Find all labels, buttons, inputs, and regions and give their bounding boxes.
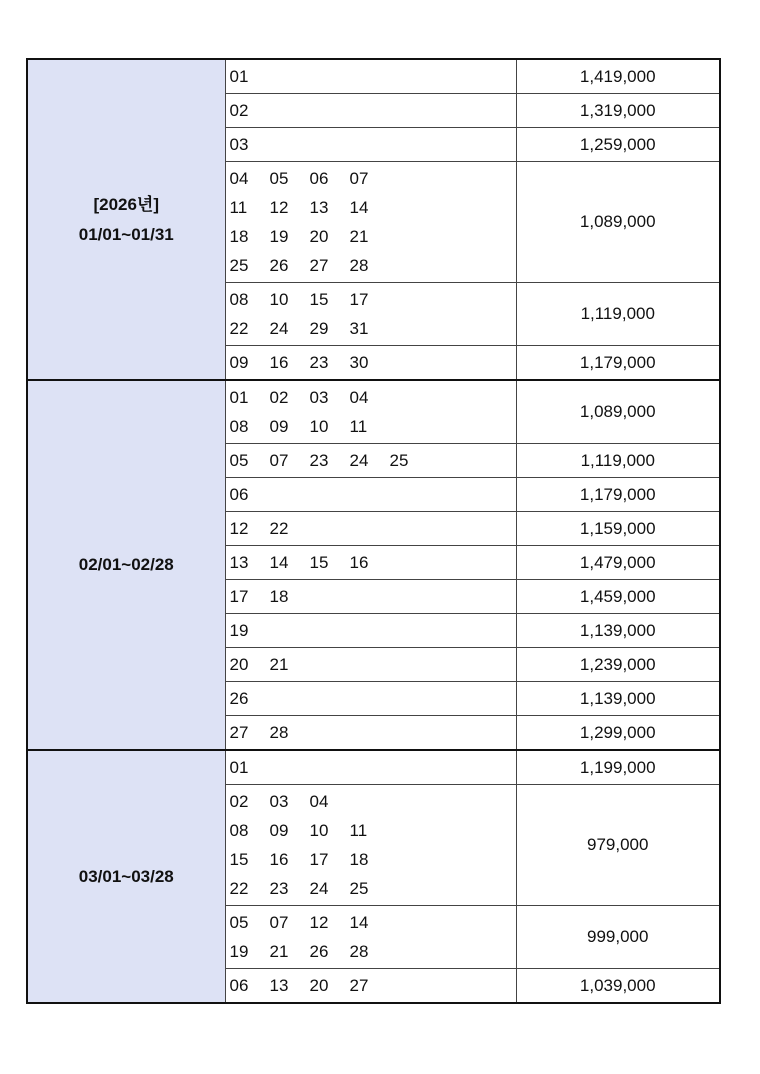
date-value: 25 bbox=[229, 256, 249, 275]
date-value: 05 bbox=[229, 451, 249, 470]
date-value: 08 bbox=[229, 821, 249, 840]
date-value: 27 bbox=[349, 976, 369, 995]
date-value: 01 bbox=[229, 67, 249, 86]
date-value: 15 bbox=[309, 290, 329, 309]
date-line bbox=[230, 787, 516, 816]
date-value: 13 bbox=[269, 976, 289, 995]
date-value: 16 bbox=[269, 353, 289, 372]
period-group bbox=[27, 750, 720, 1003]
price-cell: 1,179,000 bbox=[516, 478, 720, 512]
date-value: 08 bbox=[229, 417, 249, 436]
date-value: 29 bbox=[309, 319, 329, 338]
price-cell: 1,089,000 bbox=[516, 162, 720, 283]
date-value: 09 bbox=[229, 353, 249, 372]
date-value: 05 bbox=[269, 169, 289, 188]
date-value: 24 bbox=[269, 319, 289, 338]
date-value: 13 bbox=[229, 553, 249, 572]
date-value: 11 bbox=[349, 417, 368, 436]
date-value: 31 bbox=[349, 319, 369, 338]
date-value: 17 bbox=[229, 587, 249, 606]
date-value: 08 bbox=[229, 290, 249, 309]
date-value: 27 bbox=[309, 256, 329, 275]
date-value: 10 bbox=[269, 290, 289, 309]
table-row bbox=[27, 59, 720, 94]
period-cell bbox=[27, 750, 225, 1003]
period-cell bbox=[27, 59, 225, 380]
date-value: 16 bbox=[349, 553, 369, 572]
date-value: 18 bbox=[229, 227, 249, 246]
price-cell: 1,139,000 bbox=[516, 614, 720, 648]
date-value: 21 bbox=[269, 655, 289, 674]
date-line bbox=[230, 62, 516, 91]
date-line bbox=[230, 971, 516, 1000]
price-cell: 1,199,000 bbox=[516, 750, 720, 785]
date-line bbox=[230, 446, 516, 475]
date-value: 13 bbox=[309, 198, 329, 217]
date-value: 26 bbox=[269, 256, 289, 275]
date-line bbox=[230, 193, 516, 222]
date-value: 27 bbox=[229, 723, 249, 742]
date-value: 09 bbox=[269, 417, 289, 436]
dates-cell bbox=[225, 283, 516, 346]
dates-cell bbox=[225, 969, 516, 1004]
dates-cell bbox=[225, 614, 516, 648]
date-line bbox=[230, 314, 516, 343]
date-value: 04 bbox=[229, 169, 249, 188]
price-cell: 1,139,000 bbox=[516, 682, 720, 716]
date-value: 02 bbox=[229, 101, 249, 120]
price-cell: 1,259,000 bbox=[516, 128, 720, 162]
dates-cell bbox=[225, 444, 516, 478]
price-cell: 1,039,000 bbox=[516, 969, 720, 1004]
period-label: 01/01~01/31 bbox=[78, 224, 174, 244]
price-cell: 1,419,000 bbox=[516, 59, 720, 94]
date-value: 11 bbox=[229, 198, 248, 217]
date-line bbox=[230, 548, 516, 577]
date-value: 07 bbox=[349, 169, 369, 188]
date-value: 04 bbox=[309, 792, 329, 811]
date-value: 18 bbox=[349, 850, 369, 869]
period-label: [2026년] bbox=[93, 194, 160, 214]
date-value: 02 bbox=[269, 388, 289, 407]
dates-cell bbox=[225, 580, 516, 614]
date-value: 01 bbox=[229, 758, 249, 777]
period-label: 02/01~02/28 bbox=[78, 555, 174, 574]
dates-cell bbox=[225, 750, 516, 785]
date-line bbox=[230, 96, 516, 125]
date-value: 03 bbox=[229, 135, 249, 154]
date-value: 10 bbox=[309, 417, 329, 436]
date-line bbox=[230, 582, 516, 611]
date-line bbox=[230, 684, 516, 713]
dates-cell bbox=[225, 682, 516, 716]
dates-cell bbox=[225, 716, 516, 751]
date-value: 21 bbox=[269, 942, 289, 961]
date-line bbox=[230, 164, 516, 193]
date-value: 25 bbox=[349, 879, 369, 898]
date-line bbox=[230, 718, 516, 747]
period-group bbox=[27, 380, 720, 750]
period-label: 03/01~03/28 bbox=[78, 866, 174, 886]
date-value: 15 bbox=[309, 553, 329, 572]
date-value: 23 bbox=[309, 353, 329, 372]
date-value: 10 bbox=[309, 821, 329, 840]
price-cell: 1,299,000 bbox=[516, 716, 720, 751]
price-cell: 1,089,000 bbox=[516, 380, 720, 444]
dates-cell bbox=[225, 785, 516, 906]
date-line bbox=[230, 616, 516, 645]
date-value: 02 bbox=[229, 792, 249, 811]
dates-cell bbox=[225, 162, 516, 283]
date-value: 17 bbox=[309, 850, 329, 869]
dates-cell bbox=[225, 128, 516, 162]
date-value: 14 bbox=[349, 198, 369, 217]
table-row bbox=[27, 380, 720, 444]
date-value: 22 bbox=[229, 879, 249, 898]
date-value: 09 bbox=[269, 821, 289, 840]
date-line bbox=[230, 874, 516, 903]
date-value: 15 bbox=[229, 850, 249, 869]
price-cell: 1,459,000 bbox=[516, 580, 720, 614]
date-value: 20 bbox=[309, 976, 329, 995]
date-value: 18 bbox=[269, 587, 289, 606]
date-value: 19 bbox=[269, 227, 289, 246]
date-line bbox=[230, 753, 516, 782]
period-cell bbox=[27, 380, 225, 750]
date-value: 23 bbox=[309, 451, 329, 470]
date-value: 12 bbox=[269, 198, 289, 217]
date-line bbox=[230, 908, 516, 937]
date-line bbox=[230, 285, 516, 314]
table-row bbox=[27, 750, 720, 785]
date-value: 12 bbox=[229, 519, 249, 538]
dates-cell bbox=[225, 478, 516, 512]
date-line bbox=[230, 348, 516, 377]
date-line bbox=[230, 845, 516, 874]
dates-cell bbox=[225, 906, 516, 969]
date-value: 17 bbox=[349, 290, 369, 309]
date-value: 16 bbox=[269, 850, 289, 869]
dates-cell bbox=[225, 512, 516, 546]
date-line bbox=[230, 222, 516, 251]
date-value: 20 bbox=[229, 655, 249, 674]
date-value: 03 bbox=[269, 792, 289, 811]
date-value: 19 bbox=[229, 621, 249, 640]
date-value: 24 bbox=[349, 451, 369, 470]
dates-cell bbox=[225, 648, 516, 682]
date-line bbox=[230, 514, 516, 543]
date-value: 19 bbox=[229, 942, 249, 961]
price-cell: 1,119,000 bbox=[516, 283, 720, 346]
date-value: 03 bbox=[309, 388, 329, 407]
dates-cell bbox=[225, 346, 516, 381]
date-value: 01 bbox=[229, 388, 249, 407]
date-value: 14 bbox=[269, 553, 289, 572]
date-value: 24 bbox=[309, 879, 329, 898]
date-value: 22 bbox=[269, 519, 289, 538]
date-value: 05 bbox=[229, 913, 249, 932]
price-cell: 1,319,000 bbox=[516, 94, 720, 128]
date-line bbox=[230, 383, 516, 412]
price-cell: 1,239,000 bbox=[516, 648, 720, 682]
date-value: 22 bbox=[229, 319, 249, 338]
date-value: 07 bbox=[269, 451, 289, 470]
date-value: 06 bbox=[309, 169, 329, 188]
price-cell: 1,479,000 bbox=[516, 546, 720, 580]
date-value: 06 bbox=[229, 976, 249, 995]
date-line bbox=[230, 130, 516, 159]
date-line bbox=[230, 480, 516, 509]
dates-cell bbox=[225, 94, 516, 128]
dates-cell bbox=[225, 380, 516, 444]
date-value: 28 bbox=[269, 723, 289, 742]
dates-cell bbox=[225, 546, 516, 580]
date-value: 12 bbox=[309, 913, 329, 932]
date-value: 14 bbox=[349, 913, 369, 932]
date-value: 28 bbox=[349, 942, 369, 961]
date-line bbox=[230, 650, 516, 679]
date-value: 04 bbox=[349, 388, 369, 407]
date-value: 30 bbox=[349, 353, 369, 372]
date-value: 11 bbox=[349, 821, 368, 840]
date-value: 28 bbox=[349, 256, 369, 275]
date-value: 20 bbox=[309, 227, 329, 246]
date-line bbox=[230, 816, 516, 845]
date-value: 21 bbox=[349, 227, 369, 246]
date-line bbox=[230, 937, 516, 966]
date-value: 23 bbox=[269, 879, 289, 898]
dates-cell bbox=[225, 59, 516, 94]
date-value: 26 bbox=[229, 689, 249, 708]
price-cell: 1,119,000 bbox=[516, 444, 720, 478]
price-cell: 999,000 bbox=[516, 906, 720, 969]
date-value: 07 bbox=[269, 913, 289, 932]
date-line bbox=[230, 251, 516, 280]
price-table bbox=[26, 58, 721, 1004]
price-cell: 1,159,000 bbox=[516, 512, 720, 546]
date-value: 25 bbox=[389, 451, 409, 470]
date-value: 06 bbox=[229, 485, 249, 504]
period-group bbox=[27, 59, 720, 380]
date-value: 26 bbox=[309, 942, 329, 961]
date-line bbox=[230, 412, 516, 441]
price-cell: 1,179,000 bbox=[516, 346, 720, 381]
price-cell: 979,000 bbox=[516, 785, 720, 906]
